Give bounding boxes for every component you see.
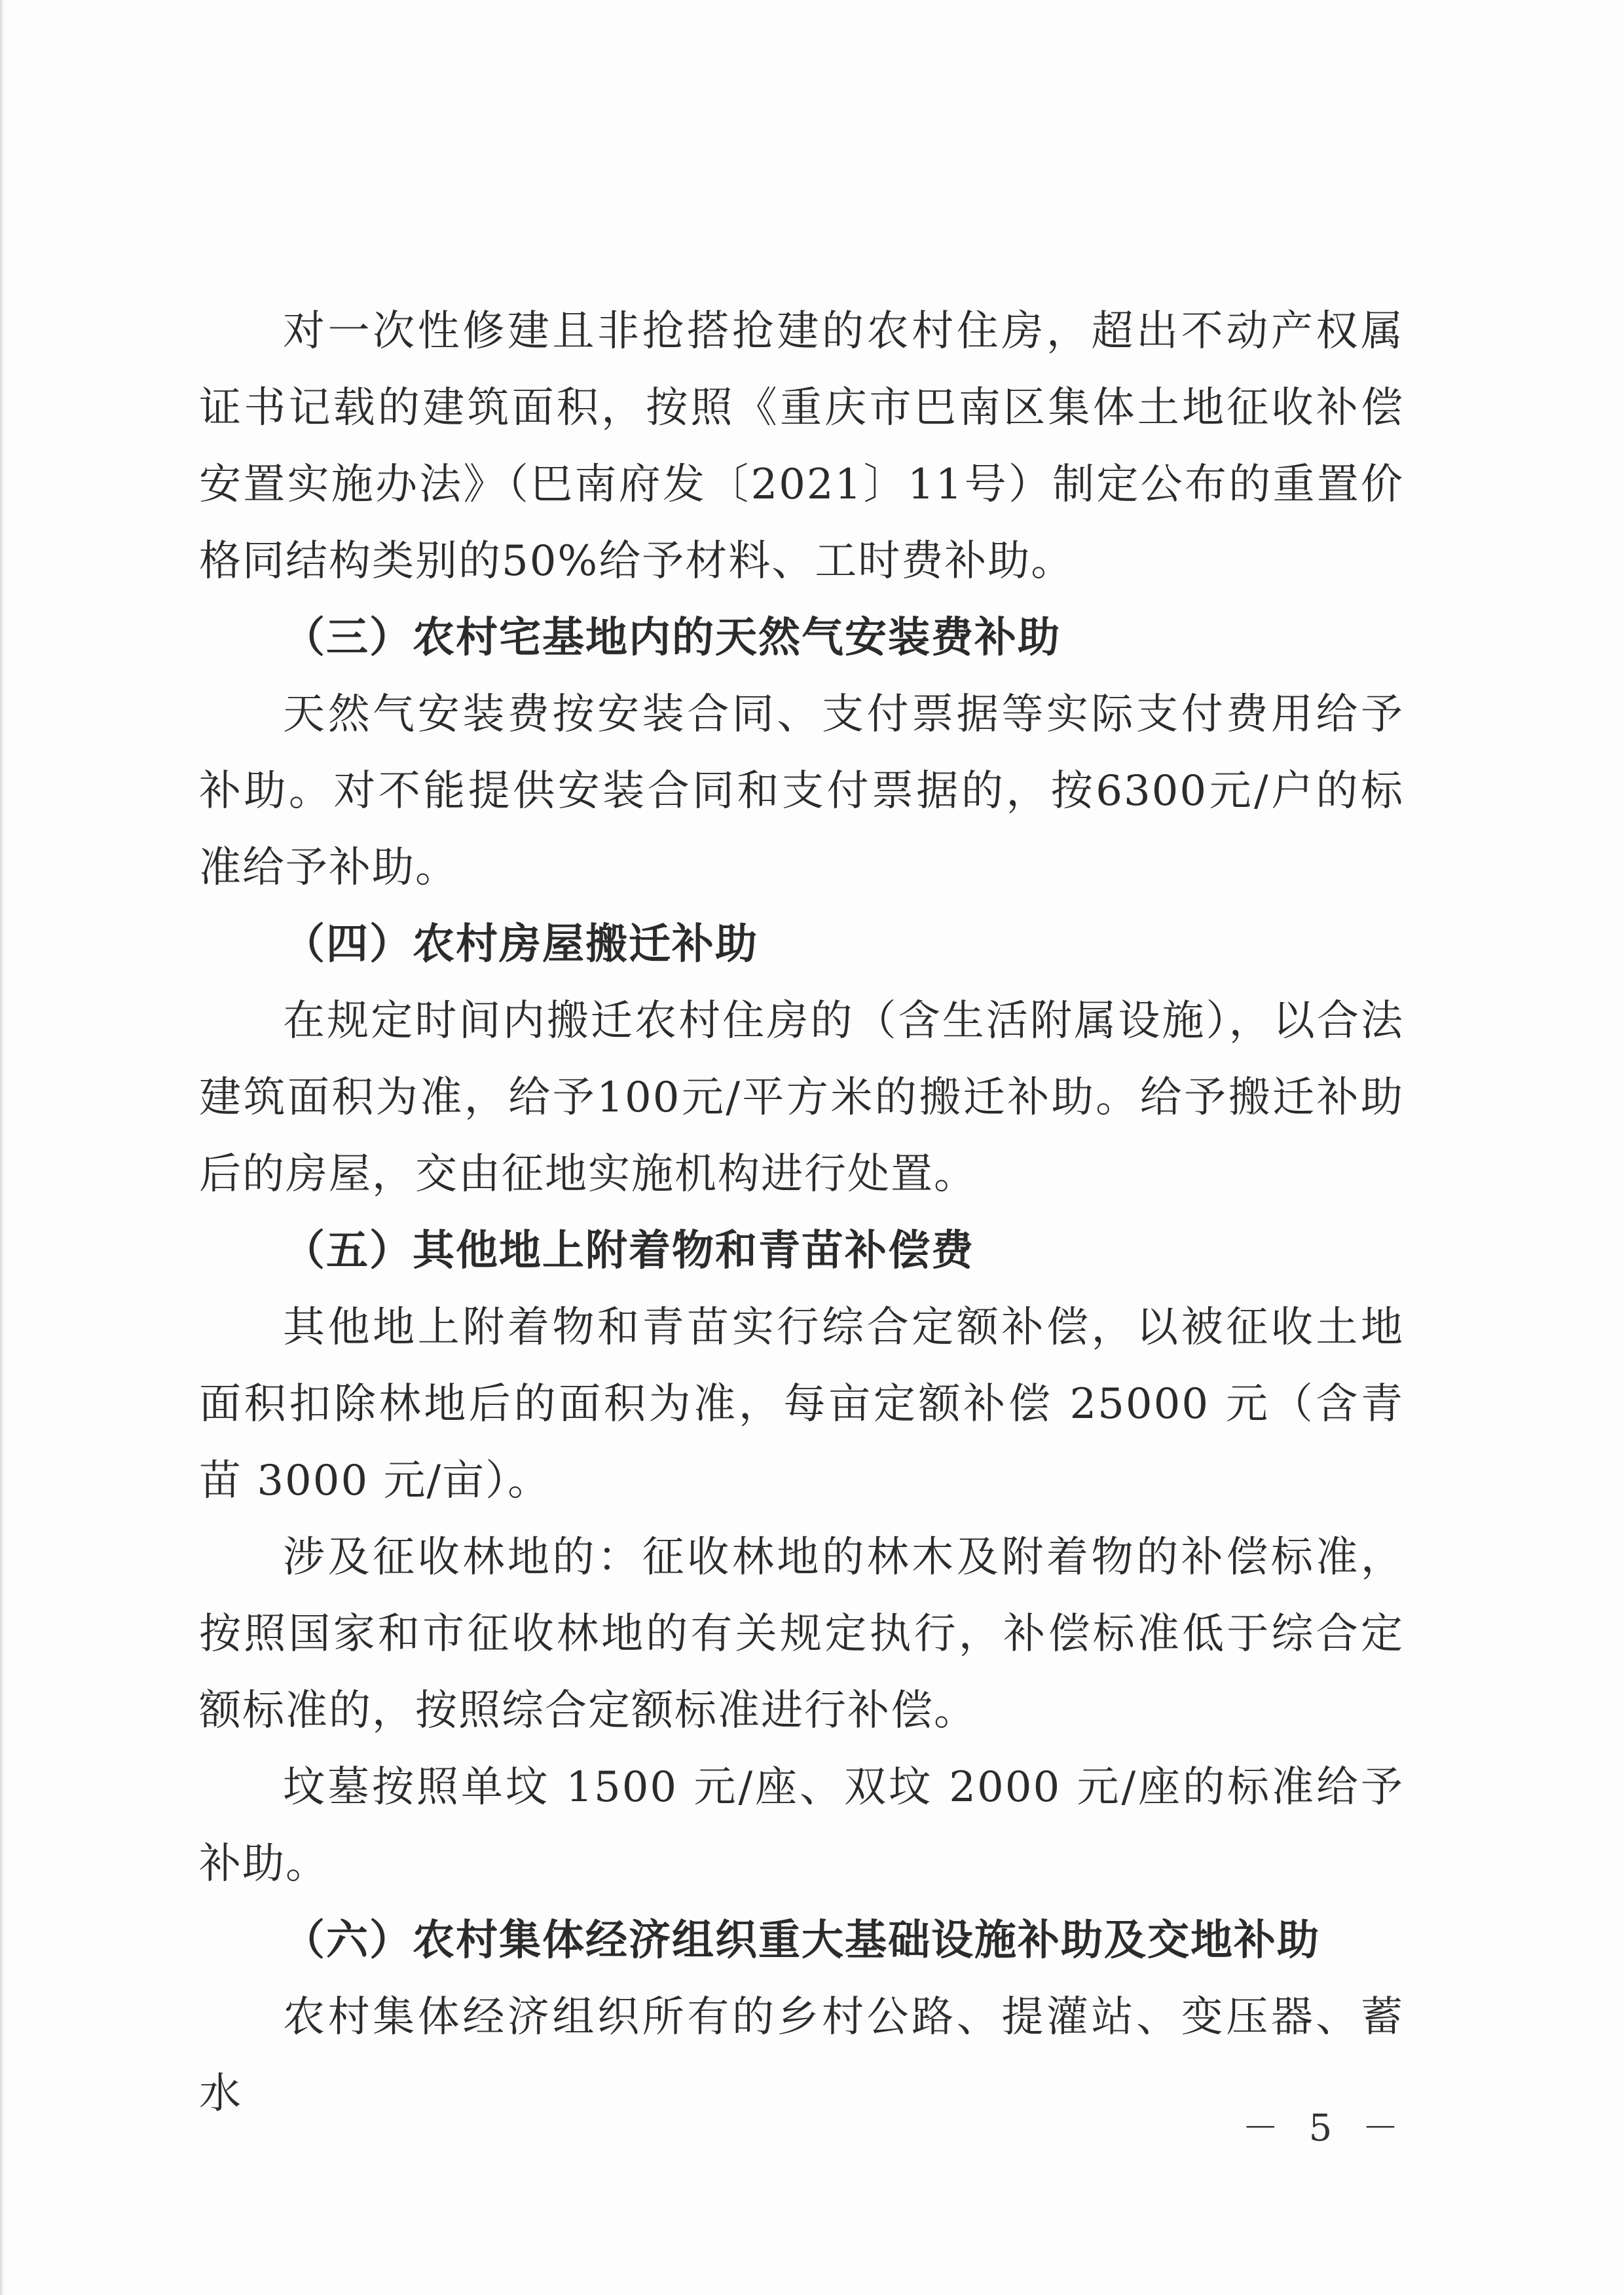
document-body (199, 293, 1404, 2133)
heading-infrastructure-subsidy: （六）农村集体经济组织重大基础设施补助及交地补助 (283, 1916, 1320, 1965)
paragraph-infrastructure: 农村集体经济组织所有的乡村公路、提灌站、变压器、蓄水 (199, 1993, 1404, 2118)
paragraph-relocation: 在规定时间内搬迁农村住房的（含生活附属设施），以合法建筑面积为准，给予100元/平方米的搬迁补助。给予搬迁补助后的房屋，交由征地实施机构进行处置。 (199, 997, 1404, 1199)
heading-relocation-subsidy: （四）农村房屋搬迁补助 (283, 920, 758, 969)
heading-gas-installation-subsidy: （三）农村宅基地内的天然气安装费补助 (283, 614, 1061, 662)
page-number: － 5 － (1242, 2107, 1408, 2150)
paragraph-attachments-seedlings: 其他地上附着物和青苗实行综合定额补偿，以被征收土地面积扣除林地后的面积为准，每亩定额补偿 25000 元（含青苗 3000 元/亩）。 (199, 1303, 1404, 1505)
paragraph-forest-land: 涉及征收林地的：征收林地的林木及附着物的补偿标准，按照国家和市征收林地的有关规定执行，补偿标准低于综合定额标准的，按照综合定额标准进行补偿。 (199, 1533, 1404, 1735)
scan-edge (0, 0, 4, 2295)
paragraph-gas-installation: 天然气安装费按安装合同、支付票据等实际支付费用给予补助。对不能提供安装合同和支付票据的，按6300元/户的标准给予补助。 (199, 690, 1404, 892)
heading-attachments-seedlings: （五）其他地上附着物和青苗补偿费 (283, 1227, 974, 1275)
paragraph-graves: 坟墓按照单坟 1500 元/座、双坟 2000 元/座的标准给予补助。 (199, 1763, 1404, 1888)
paragraph-rural-housing-excess-area: 对一次性修建且非抢搭抢建的农村住房，超出不动产权属证书记载的建筑面积，按照《重庆市巴南区集体土地征收补偿安置实施办法》（巴南府发〔2021〕11号）制定公布的重置价格同结构类别的50%给予材料、工时费补助。 (199, 307, 1404, 586)
